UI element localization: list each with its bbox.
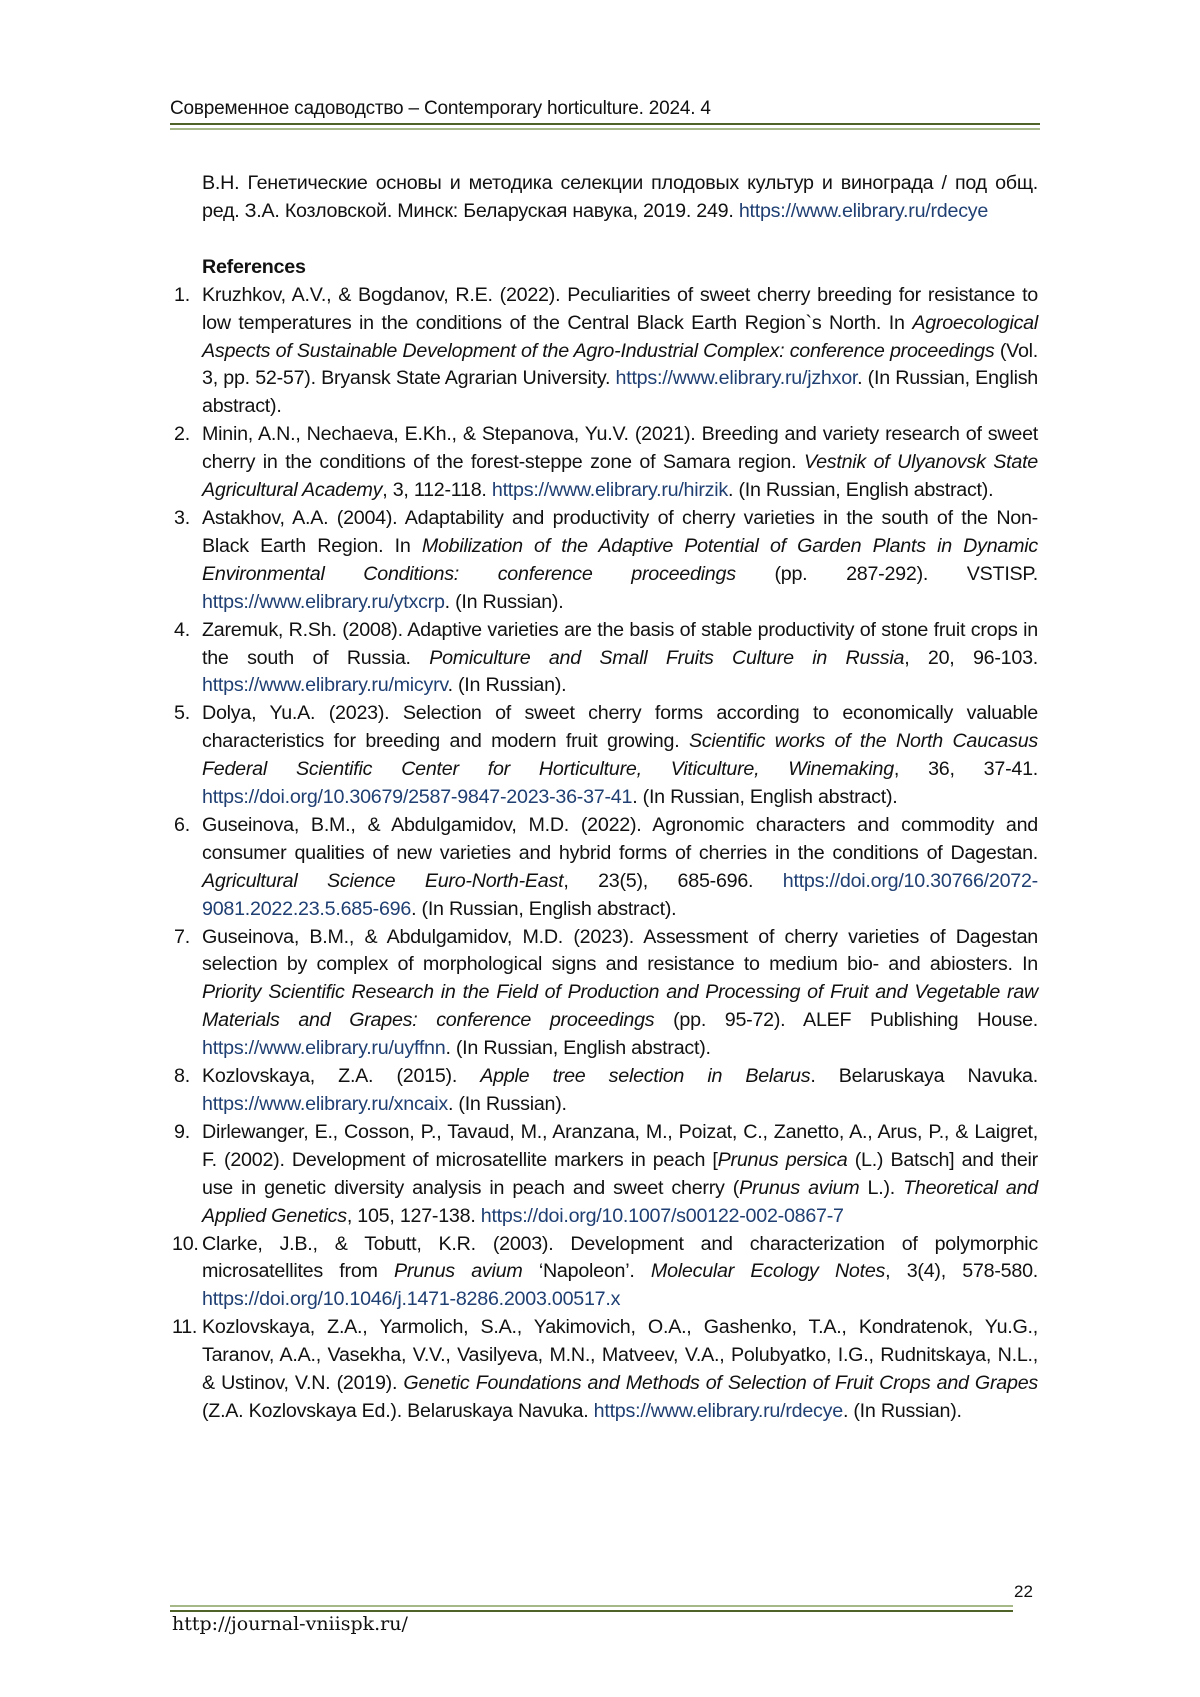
reference-item-1 — [174, 282, 1038, 422]
reference-text: ‘Napoleon’. — [522, 1260, 651, 1283]
reference-source: Molecular Ecology Notes — [650, 1260, 886, 1283]
reference-text: . Belaruskaya Navuka. — [810, 1065, 1038, 1088]
reference-number: 4. — [174, 618, 190, 641]
reference-item-2 — [174, 421, 1038, 505]
reference-text: (pp. 95-72). ALEF Publishing House. — [654, 1009, 1038, 1032]
footer-rule-dark — [170, 1610, 1013, 1612]
reference-link[interactable]: https://www.elibrary.ru/uyffnn — [202, 1037, 446, 1060]
reference-text: Guseinova, B.M., & Abdulgamidov, M.D. (2023). Assessment of cherry varieties of Dagestan selection by complex of morphological signs and resistance to medium bio- and abiosters. In — [202, 925, 1038, 976]
reference-number: 1. — [174, 283, 190, 306]
reference-text: Astakhov, A.A. (2004). Adaptability and productivity of cherry varieties in the south of the Non-Black Earth Region. In — [202, 506, 1038, 557]
references-heading: References — [202, 255, 306, 278]
reference-number: 2. — [174, 423, 190, 446]
reference-link[interactable]: https://doi.org/10.30766/2072-9081.2022.23.5.685-696 — [202, 869, 1038, 920]
reference-text: Clarke, J.B., & Tobutt, K.R. (2003). Development and characterization of polymorphic microsatellites from — [202, 1232, 1038, 1283]
reference-link[interactable]: https://www.elibrary.ru/ytxcrp — [202, 590, 445, 613]
previous-link[interactable]: https://www.elibrary.ru/rdecye — [738, 199, 989, 222]
reference-source: Agroecological Aspects of Sustainable Development of the Agro-Industrial Complex: conference proceedings — [202, 311, 1038, 362]
reference-number: 3. — [174, 506, 190, 529]
reference-item-11 — [172, 1314, 1038, 1426]
reference-source: Pomiculture and Small Fruits Culture in Russia — [429, 646, 905, 669]
reference-note: . (In Russian). — [842, 1399, 962, 1422]
reference-source: Genetic Foundations and Methods of Selection of Fruit Crops and Grapes — [403, 1372, 1038, 1395]
reference-text: Minin, A.N., Nechaeva, E.Kh., & Stepanova, Yu.V. (2021). Breeding and variety research of sweet cherry in the conditions of the forest-steppe zone of Samara region. — [202, 423, 1038, 474]
reference-item-3 — [174, 505, 1038, 617]
running-header: Современное садоводство – Contemporary horticulture. 2024. 4 — [170, 98, 711, 119]
reference-source: Theoretical and Applied Genetics — [202, 1176, 1038, 1227]
reference-number: 9. — [174, 1120, 190, 1143]
reference-text: L.). — [859, 1176, 904, 1199]
page-number: 22 — [1014, 1582, 1033, 1601]
reference-link[interactable]: https://www.elibrary.ru/hirzik — [491, 479, 728, 502]
reference-text: (L.) Batsch] and their use in genetic diversity analysis in peach and sweet cherry ( — [202, 1148, 1038, 1199]
reference-note: . (In Russian, English abstract). — [411, 897, 677, 920]
reference-number: 11. — [172, 1316, 198, 1339]
page-content — [172, 170, 1039, 1426]
previous-reference-continuation — [202, 170, 1038, 226]
reference-number: 8. — [174, 1065, 190, 1088]
reference-species: Prunus persica — [717, 1148, 848, 1171]
previous-text: В.Н. Генетические основы и методика селекции плодовых культур и винограда / под общ. ред. З.А. Козловской. Минск: Беларуская навука, 2019. 249. — [202, 172, 1038, 222]
reference-text: Zaremuk, R.Sh. (2008). Adaptive varieties are the basis of stable productivity of stone fruit crops in the south of Russia. — [202, 618, 1038, 669]
footer-url[interactable]: http://journal-vniispk.ru/ — [172, 1613, 408, 1635]
reference-text: Kruzhkov, A.V., & Bogdanov, R.E. (2022). Peculiarities of sweet cherry breeding for resistance to low temperatures in the conditions of the Central Black Earth Region`s North. In — [202, 283, 1038, 334]
reference-note: . (In Russian). — [444, 590, 564, 613]
footer-rule-light — [170, 1605, 1013, 1607]
reference-number: 5. — [174, 702, 190, 725]
reference-link[interactable]: https://www.elibrary.ru/jzhxor — [615, 367, 858, 390]
reference-source: Scientific works of the North Caucasus Federal Scientific Center for Horticulture, Viticulture, Winemaking — [202, 730, 1039, 781]
reference-number: 10. — [172, 1232, 199, 1255]
reference-source: Mobilization of the Adaptive Potential of Garden Plants in Dynamic Environmental Conditions: conference proceedings — [202, 534, 1038, 585]
reference-number: 7. — [174, 925, 190, 948]
reference-text: Guseinova, B.M., & Abdulgamidov, M.D. (2022). Agronomic characters and commodity and consumer qualities of new varieties and hybrid forms of cherries in the conditions of Dagestan. — [202, 813, 1038, 864]
reference-note: . (In Russian). — [447, 1093, 567, 1115]
reference-text: Kozlovskaya, Z.A. (2015). — [202, 1065, 481, 1088]
reference-text: Dolya, Yu.A. (2023). Selection of sweet cherry forms according to economically valuable characteristics for breeding and modern fruit growing. — [202, 702, 1038, 753]
reference-source: Vestnik of Ulyanovsk State Agricultural Academy — [202, 451, 1038, 502]
reference-species: Prunus avium — [394, 1260, 523, 1283]
reference-text: , 105, 127-138. — [346, 1204, 481, 1227]
reference-text: , 20, 96-103. — [904, 646, 1038, 669]
reference-text: , 36, 37-41. — [893, 758, 1038, 781]
reference-source: Apple tree selection in Belarus — [480, 1065, 811, 1088]
reference-item-9 — [174, 1119, 1038, 1231]
reference-note: . (In Russian, English abstract). — [445, 1037, 711, 1060]
reference-link[interactable]: https://www.elibrary.ru/micyrv — [202, 674, 448, 697]
reference-species: Prunus avium — [739, 1176, 860, 1199]
reference-note: . (In Russian, English abstract). — [202, 367, 1038, 418]
reference-source: Priority Scientific Research in the Field of Production and Processing of Fruit and Vegetable raw Materials and Grapes: conference proceedings — [202, 981, 1038, 1032]
reference-number: 6. — [174, 813, 190, 836]
reference-item-4 — [174, 617, 1038, 701]
reference-link[interactable]: https://doi.org/10.1007/s00122-002-0867-7 — [480, 1204, 844, 1227]
reference-text: (pp. 287-292). VSTISP. — [735, 562, 1038, 585]
reference-text: , 23(5), 685-696. — [563, 869, 783, 892]
reference-text: , 3(4), 578-580. — [885, 1260, 1038, 1283]
reference-item-5 — [174, 700, 1039, 812]
reference-note: . (In Russian). — [447, 674, 567, 697]
reference-item-8 — [174, 1063, 1038, 1119]
reference-link[interactable]: https://www.elibrary.ru/xncaix — [202, 1093, 448, 1115]
reference-text: , 3, 112-118. — [382, 479, 492, 502]
reference-item-10 — [172, 1231, 1038, 1315]
reference-source: Agricultural Science Euro-North-East — [202, 869, 564, 892]
reference-note: . (In Russian, English abstract). — [728, 479, 994, 502]
reference-item-6 — [174, 812, 1038, 924]
reference-note: . (In Russian, English abstract). — [632, 786, 898, 809]
header-rule-dark — [170, 123, 1040, 125]
reference-item-7 — [174, 924, 1038, 1064]
references-list — [172, 282, 1039, 1426]
reference-text: Kozlovskaya, Z.A., Yarmolich, S.A., Yakimovich, O.A., Gashenko, T.A., Kondratenok, Yu.G., Taranov, A.A., Vasekha, V.V., Vasilyeva, M.N., Matveev, V.A., Polubyatko, I.G., Rudnitskaya, N.L., & Ustinov, V.N. (2019). — [202, 1316, 1038, 1395]
reference-text: (Vol. 3, pp. 52-57). Bryansk State Agrarian University. — [202, 339, 1038, 390]
header-rule-light — [170, 128, 1040, 130]
reference-text: (Z.A. Kozlovskaya Ed.). Belaruskaya Navuka. — [202, 1399, 594, 1422]
reference-link[interactable]: https://www.elibrary.ru/rdecye — [593, 1399, 843, 1422]
reference-link[interactable]: https://doi.org/10.1046/j.1471-8286.2003.00517.x — [202, 1288, 621, 1311]
reference-text: Dirlewanger, E., Cosson, P., Tavaud, M., Aranzana, M., Poizat, C., Zanetto, A., Arus, P., & Laigret, F. (2002). Development of microsatellite markers in peach [ — [202, 1120, 1038, 1171]
reference-link[interactable]: https://doi.org/10.30679/2587-9847-2023-36-37-41 — [202, 786, 633, 809]
